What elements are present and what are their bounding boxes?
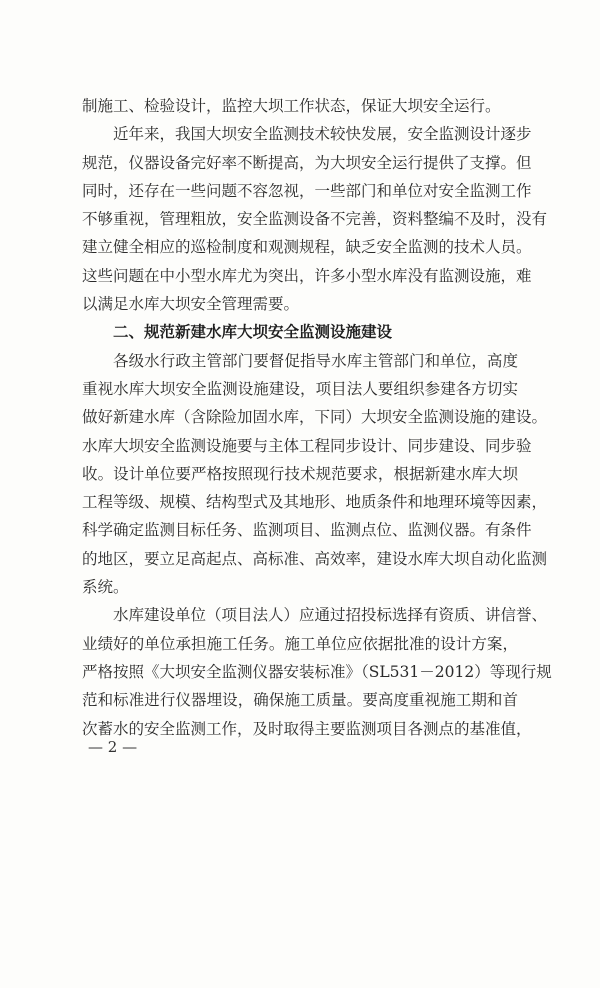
page-number: — 2 — bbox=[88, 738, 138, 756]
text-line: 这些问题在中小型水库尤为突出，许多小型水库没有监测设施，难 bbox=[82, 266, 532, 285]
text-line: 制施工、检验设计，监控大坝工作状态，保证大坝安全运行。 bbox=[82, 97, 501, 115]
text-line: 范和标准进行仪器埋设，确保施工质量。要高度重视施工期和首 bbox=[82, 691, 518, 710]
text-line: 的地区，要立足高起点、高标准、高效率，建设水库大坝自动化监测 bbox=[82, 549, 548, 568]
text-line: 严格按照《大坝安全监测仪器安装标准》（SL531－2012）等现行规 bbox=[82, 662, 552, 681]
text-line: 工程等级、规模、结构型式及其地形、地质条件和地理环境等因素， bbox=[82, 493, 548, 512]
text-line: 不够重视，管理粗放，安全监测设备不完善，资料整编不及时，没有 bbox=[82, 210, 548, 229]
text-line: 做好新建水库（含除险加固水库，下同）大坝安全监测设施的建设。 bbox=[82, 408, 548, 427]
body-text bbox=[82, 92, 552, 743]
text-line: 近年来，我国大坝安全监测技术较快发展，安全监测设计逐步 bbox=[113, 125, 532, 144]
section-heading: 二、规范新建水库大坝安全监测设施建设 bbox=[113, 323, 393, 342]
text-line: 收。设计单位要严格按照现行技术规范要求，根据新建水库大坝 bbox=[82, 464, 518, 483]
text-line: 科学确定监测目标任务、监测项目、监测点位、监测仪器。有条件 bbox=[82, 521, 532, 540]
text-line: 各级水行政主管部门要督促指导水库主管部门和单位，高度 bbox=[113, 351, 518, 370]
text-line: 重视水库大坝安全监测设施建设，项目法人要组织参建各方切实 bbox=[82, 379, 518, 398]
text-line: 次蓄水的安全监测工作，及时取得主要监测项目各测点的基准值， bbox=[82, 719, 532, 738]
text-line: 水库大坝安全监测设施要与主体工程同步设计、同步建设、同步验 bbox=[82, 436, 532, 455]
text-line: 规范，仪器设备完好率不断提高，为大坝安全运行提供了支撑。但 bbox=[82, 153, 532, 172]
text-line: 业绩好的单位承担施工任务。施工单位应依据批准的设计方案， bbox=[82, 634, 518, 653]
text-line: 水库建设单位（项目法人）应通过招投标选择有资质、讲信誉、 bbox=[113, 606, 548, 625]
text-line: 同时，还存在一些问题不容忽视，一些部门和单位对安全监测工作 bbox=[82, 181, 532, 200]
text-line: 建立健全相应的巡检制度和观测规程，缺乏安全监测的技术人员。 bbox=[82, 238, 532, 257]
text-line: 以满足水库大坝安全管理需要。 bbox=[82, 295, 300, 314]
text-line: 系统。 bbox=[82, 578, 129, 597]
